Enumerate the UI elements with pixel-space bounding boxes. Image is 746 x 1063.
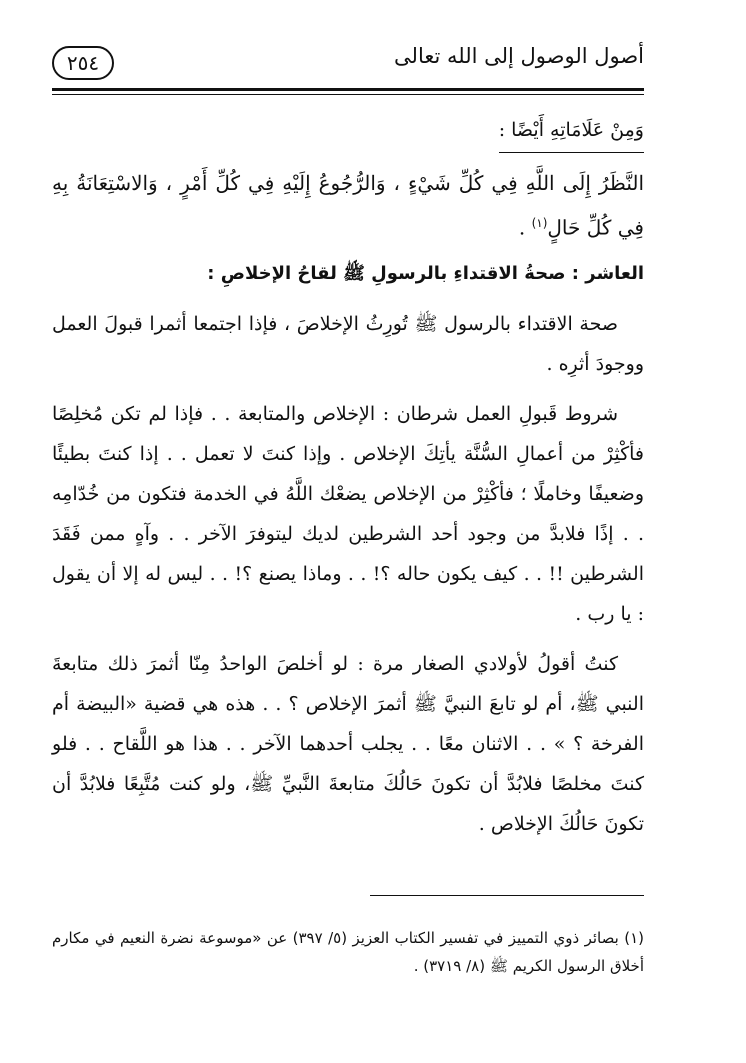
page-header [52, 40, 644, 86]
running-title: أصول الوصول إلى الله تعالى [394, 44, 644, 68]
paragraph: صحة الاقتداء بالرسول ﷺ تُورِثُ الإخلاصَ ، فإذا اجتمعا أثمرا قبولَ العمل ووجودَ أثرِه . [52, 312, 644, 375]
sub-heading: وَمِنْ عَلَامَاتِهِ أَيْضًا : [499, 112, 644, 153]
quote-end: . [518, 215, 532, 240]
quote-text: النَّظَرُ إِلَى اللَّهِ فِي كُلِّ شَيْءٍ ، وَالرُّجُوعُ إِلَيْهِ فِي كُلِّ أَمْرٍ ، وَالاسْتِعَانَةُ بِهِ فِي كُلِّ حَالٍ [52, 171, 644, 240]
page-number-badge: ٢٥٤ [52, 46, 114, 80]
footnote-separator [370, 895, 644, 896]
footnote: (١) بصائر ذوي التمييز في تفسير الكتاب العزيز (٥/ ٣٩٧) عن «موسوعة نضرة النعيم في مكارم أخلاق الرسول الكريم ﷺ (٨/ ٣٧١٩) . [52, 929, 644, 975]
quote-block [52, 163, 644, 248]
footnote-reference: (١) [531, 216, 548, 230]
header-rule-thick [52, 88, 644, 91]
section-heading: العاشر : صحةُ الاقتداءِ بالرسولِ ﷺ لقاحُ الإخلاصِ : [207, 262, 644, 284]
paragraph: شروط قَبولِ العمل شرطان : الإخلاص والمتابعة . . فإذا لم تكن مُخلِصًا فأكْثِرْ من أعمالِ السُّنَّة يأتِكَ الإخلاص . وإذا كنتَ لا تعمل . . إذا كنتَ بطيئًا وضعيفًا وخاملًا ؛ فأكْثِرْ من الإخلاص يضعْك اللَّهُ في الخدمة فتكون من خُدّامِه . . إذًا فلابدَّ من وجود أحد الشرطين لديك ليتوفرَ الآخر . . وآهٍ ممن فَقَدَ الشرطين !! . . كيف يكون حاله ؟! . . وماذا يصنع ؟! . . ليس له إلا أن يقول : يا رب . [52, 402, 644, 625]
paragraph: كنتُ أقولُ لأولادي الصغار مرة : لو أخلصَ الواحدُ مِنّا أثمرَ ذلك متابعةَ النبي ﷺ، أم لو تابعَ النبيَّ ﷺ أثمرَ الإخلاص ؟ . . هذه هي قضية «البيضة أم الفرخة ؟ » . . الاثنان معًا . . يجلب أحدهما الآخر . . هذا هو اللَّقاح . . فلو كنتَ مخلصًا فلابُدَّ أن تكونَ حَالُكَ متابعةَ النَّبيِّ ﷺ، ولو كنت مُتَّبِعًا فلابُدَّ أن تكونَ حَالُكَ الإخلاص . [52, 652, 644, 835]
header-rule-thin [52, 94, 644, 95]
main-text [52, 106, 644, 844]
